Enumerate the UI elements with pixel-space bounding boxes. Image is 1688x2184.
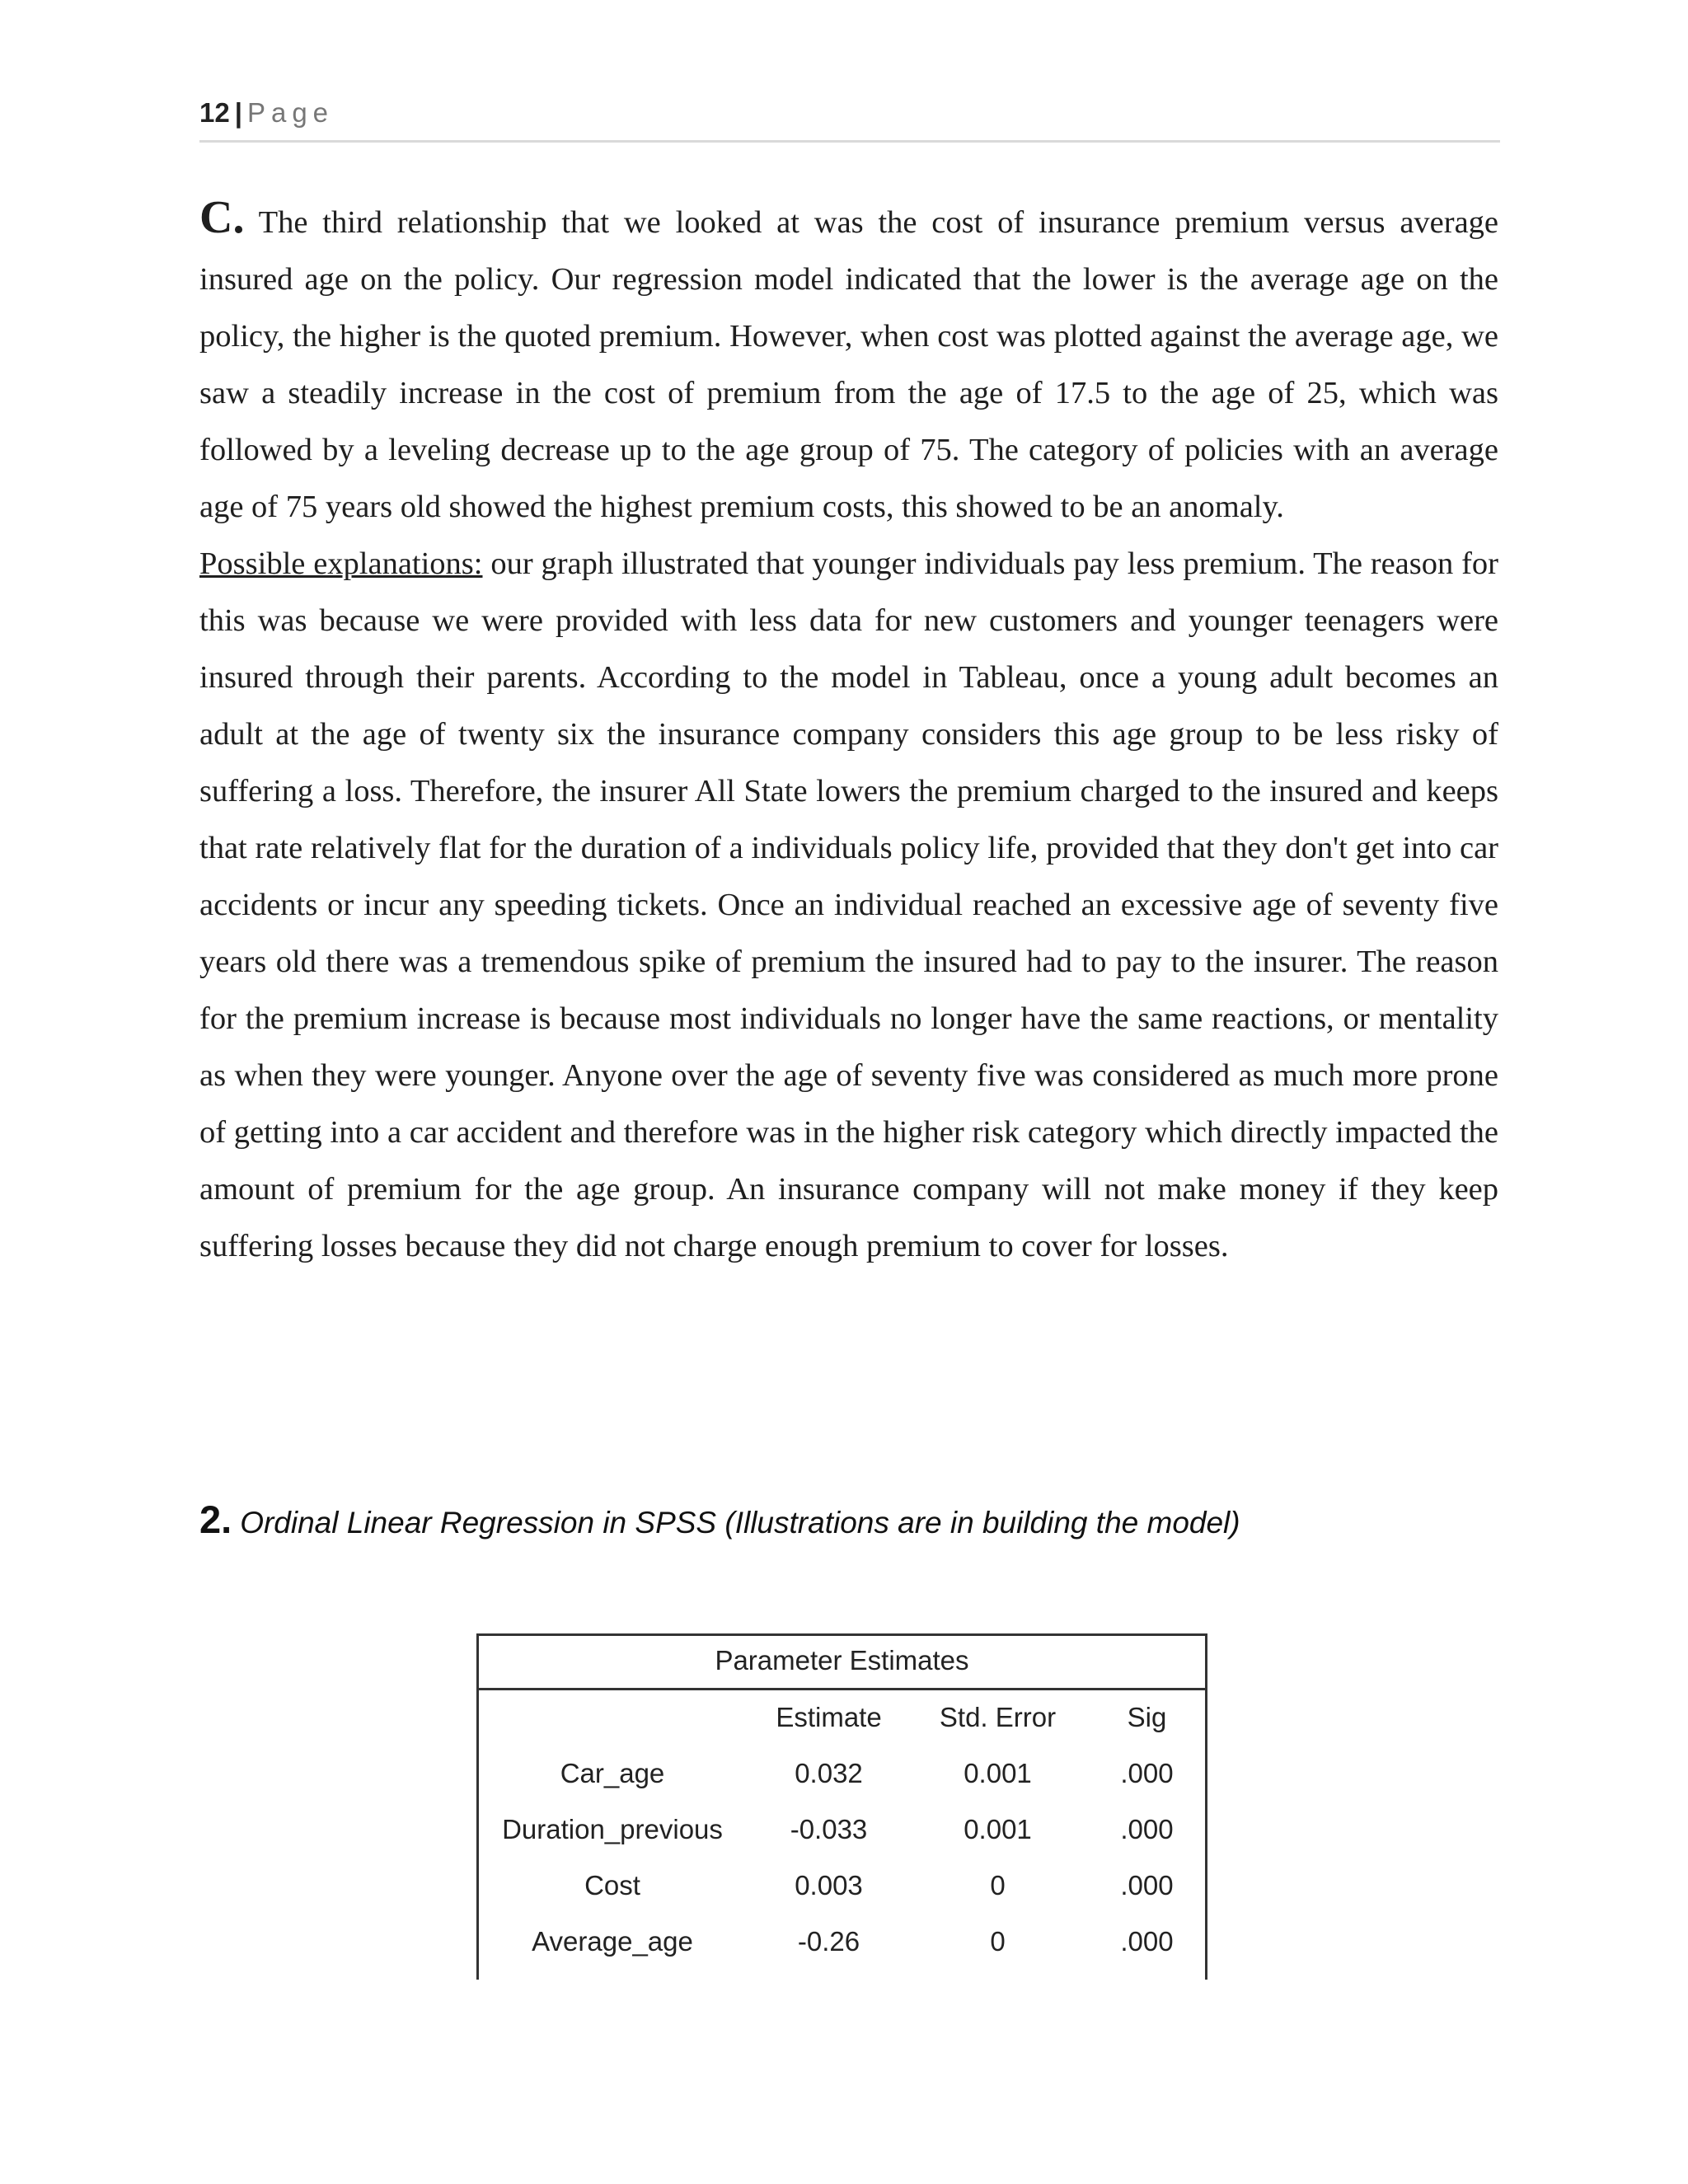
cell-car-age-std-error: 0.001 <box>964 1758 1032 1788</box>
explanations-label: Possible explanations: <box>199 546 483 581</box>
cell-average-age-sig: .000 <box>1120 1926 1174 1957</box>
table-caption: Parameter Estimates <box>715 1645 969 1675</box>
row-label-average-age: Average_age <box>532 1926 693 1957</box>
column-header-estimate: Estimate <box>776 1702 882 1732</box>
row-label-car-age: Car_age <box>560 1758 665 1788</box>
cell-duration-previous-std-error: 0.001 <box>964 1814 1032 1844</box>
cell-cost-std-error: 0 <box>990 1870 1006 1900</box>
page-label: Page <box>246 97 335 128</box>
section-c-letter: C. <box>199 192 245 243</box>
cell-average-age-std-error: 0 <box>990 1926 1006 1957</box>
column-header-sig: Sig <box>1127 1702 1167 1732</box>
cell-car-age-estimate: 0.032 <box>795 1758 863 1788</box>
paragraph-relationship <box>199 194 1498 536</box>
header-separator: | <box>234 97 242 128</box>
cell-average-age-estimate: -0.26 <box>797 1926 860 1957</box>
paragraph-explanations <box>199 536 1498 1275</box>
cell-car-age-sig: .000 <box>1120 1758 1174 1788</box>
row-label-duration-previous: Duration_previous <box>502 1814 723 1844</box>
paragraph-1-text: The third relationship that we looked at was the cost of insurance premium versus average insured age on the policy. Our regression model indicated that the lower is the average age on the policy, the higher is the quoted premium. However, when cost was plotted against the average age, we saw a steadily increase in the cost of premium from the age of 17.5 to the age of 25, which was followed by a leveling decrease up to the age group of 75. The category of policies with an average age of 75 years old showed the highest premium costs, this showed to be an anomaly. <box>199 205 1498 524</box>
page-number: 12 <box>199 97 230 128</box>
section-2-number: 2. <box>199 1497 232 1541</box>
section-2-heading <box>199 1497 1518 1542</box>
cell-cost-estimate: 0.003 <box>795 1870 863 1900</box>
paragraph-2-text: our graph illustrated that younger individuals pay less premium. The reason for this was because we were provided with less data for new customers and younger teenagers were insured through their parents. According to the model in Tableau, once a young adult becomes an adult at the age of twenty six the insurance company considers this age group to be less risky of suffering a loss. Therefore, the insurer All State lowers the premium charged to the insured and keeps that rate relatively flat for the duration of a individuals policy life, provided that they don't get into car accidents or incur any speeding tickets. Once an individual reached an excessive age of seventy five years old there was a tremendous spike of premium the insured had to pay to the insurer. The reason for the premium increase is because most individuals no longer have the same reactions, or mentality as when they were younger. Anyone over the age of seventy five was considered as much more prone of getting into a car accident and therefore was in the higher risk category which directly impacted the amount of premium for the age group. An insurance company will not make money if they keep suffering losses because they did not charge enough premium to cover for losses. <box>199 546 1498 1263</box>
cell-cost-sig: .000 <box>1120 1870 1174 1900</box>
cell-duration-previous-sig: .000 <box>1120 1814 1174 1844</box>
row-label-cost: Cost <box>584 1870 640 1900</box>
parameter-estimates-table <box>476 1633 1207 1980</box>
cell-duration-previous-estimate: -0.033 <box>790 1814 868 1844</box>
column-header-std-error: Std. Error <box>939 1702 1057 1732</box>
section-2-title: Ordinal Linear Regression in SPSS (Illustrations are in building the model) <box>240 1506 1240 1540</box>
section-c-body <box>199 194 1498 1275</box>
page-header <box>199 97 1500 143</box>
